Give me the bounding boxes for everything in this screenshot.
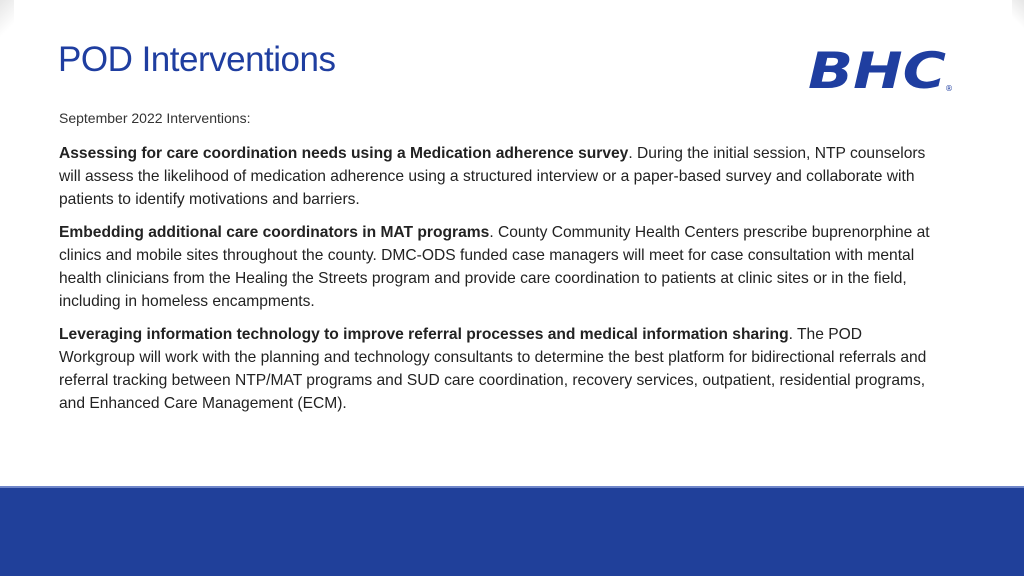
- intervention-heading: Embedding additional care coordinators in MAT programs: [59, 224, 490, 241]
- registered-mark: ®: [945, 84, 953, 93]
- intervention-paragraph: [59, 221, 939, 313]
- bhc-logo: [806, 38, 956, 98]
- page-corner-shadow-right: [1012, 0, 1024, 30]
- intervention-body: . County Community Health Centers prescribe buprenorphine at clinics and mobile sites throughout the county. DMC-ODS funded case managers will meet for case consultation with mental health clinicians from the Healing the Streets program and provide care coordination to patients at clinic sites or in the field, including in homeless encampments.: [59, 224, 930, 310]
- intervention-paragraph: [59, 142, 939, 211]
- intervention-body: . During the initial session, NTP counselors will assess the likelihood of medication adherence using a structured interview or a paper-based survey and collaborate with patients to identify motivations and barriers.: [59, 145, 926, 208]
- intervention-heading: Assessing for care coordination needs using a Medication adherence survey: [59, 145, 629, 162]
- intervention-heading: Leveraging information technology to improve referral processes and medical information sharing: [59, 326, 789, 343]
- logo-text: BHC: [808, 42, 947, 98]
- intervention-body: . The POD Workgroup will work with the planning and technology consultants to determine the best platform for bidirectional referrals and referral tracking between NTP/MAT programs and SUD care coordination, recovery services, outpatient, residential programs, and Enhanced Care Management (ECM).: [59, 326, 927, 412]
- intervention-paragraph: [59, 323, 939, 415]
- subtitle: September 2022 Interventions:: [59, 110, 251, 126]
- footer-band: [0, 486, 1024, 576]
- page-title: POD Interventions: [58, 40, 336, 79]
- page-corner-shadow: [0, 0, 14, 40]
- content-body: [59, 110, 939, 425]
